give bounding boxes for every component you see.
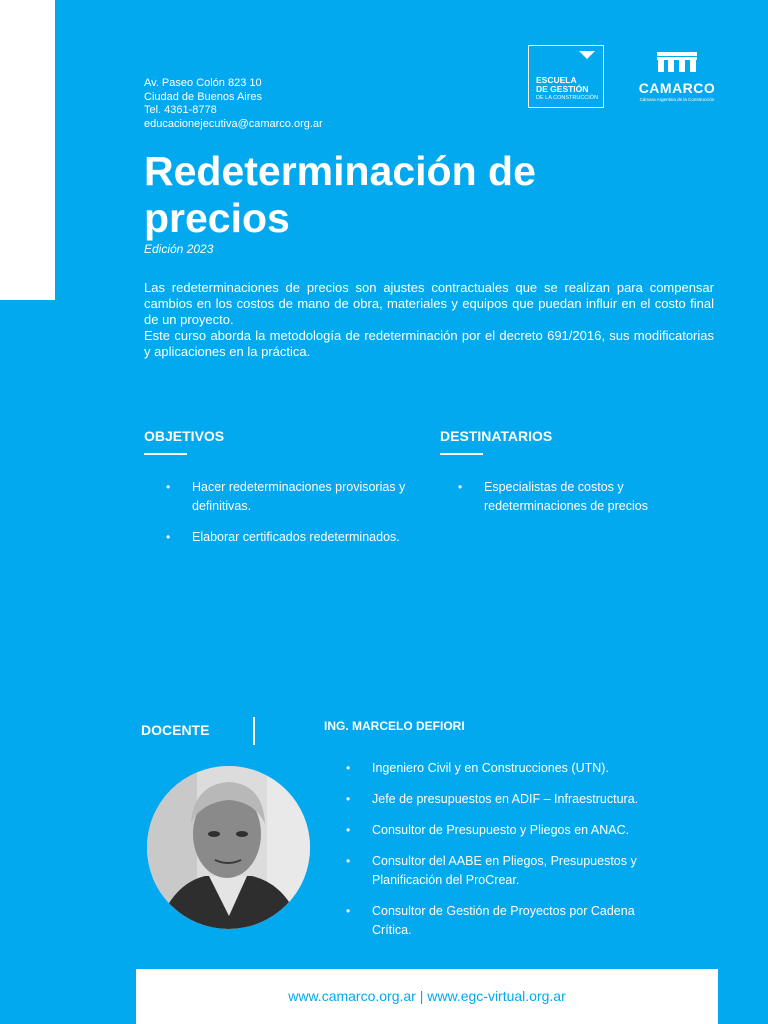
- intro-paragraph-2: Este curso aborda la metodología de redeterminación por el decreto 691/2016, sus modificatorias y aplicaciones en la práctica.: [144, 328, 714, 359]
- objetivos-underline: [144, 453, 187, 455]
- list-item: • Jefe de presupuestos en ADIF – Infraestructura.: [346, 790, 666, 809]
- intro-text: [144, 280, 714, 360]
- objetivos-list: [166, 478, 426, 559]
- escuela-logo-line1: ESCUELA: [536, 75, 577, 85]
- docente-list: [346, 759, 666, 952]
- list-item: • Elaborar certificados redeterminados.: [166, 528, 426, 547]
- contact-email[interactable]: educacionejecutiva@camarco.org.ar: [144, 117, 323, 130]
- page-title: [144, 148, 664, 242]
- camarco-logo-subtitle: Cámara Argentina de la Construcción: [639, 97, 715, 102]
- camarco-logo-name: CAMARCO: [638, 80, 716, 96]
- docente-heading: DOCENTE: [141, 722, 210, 738]
- contact-phone: Tel. 4361-8778: [144, 104, 217, 116]
- objetivos-heading: OBJETIVOS: [144, 428, 225, 444]
- escuela-logo-line2: DE GESTIÓN: [536, 84, 589, 94]
- contact-block: [144, 77, 323, 131]
- title-line2: precios: [144, 195, 290, 241]
- list-item: • Ingeniero Civil y en Construcciones (UTN).: [346, 759, 666, 778]
- destinatarios-list: [458, 478, 698, 528]
- escuela-logo: [528, 45, 604, 108]
- triangle-icon: [579, 51, 595, 59]
- edition-label: Edición 2023: [144, 242, 214, 256]
- docente-name: ING. MARCELO DEFIORI: [324, 719, 465, 733]
- docente-photo: [147, 766, 310, 929]
- left-blue-strip: [0, 300, 55, 1024]
- person-portrait-icon: [147, 766, 310, 929]
- list-item: • Hacer redeterminaciones provisorias y definitivas.: [166, 478, 426, 516]
- contact-address: Av. Paseo Colón 823 10: [144, 77, 262, 89]
- camarco-logo: [632, 52, 722, 102]
- list-item: • Especialistas de costos y redeterminaciones de precios: [458, 478, 698, 516]
- list-item: • Consultor de Presupuesto y Pliegos en ANAC.: [346, 821, 666, 840]
- escuela-logo-line3: DE LA CONSTRUCCIÓN: [536, 95, 599, 101]
- destinatarios-heading: DESTINATARIOS: [440, 428, 553, 444]
- list-item: • Consultor del AABE en Pliegos, Presupuestos y Planificación del ProCrear.: [346, 852, 666, 890]
- footer-links[interactable]: www.camarco.org.ar | www.egc-virtual.org.ar: [288, 988, 566, 1004]
- contact-city: Ciudad de Buenos Aires: [144, 90, 263, 103]
- bridge-icon: [657, 52, 697, 72]
- list-item: • Consultor de Gestión de Proyectos por Cadena Crítica.: [346, 902, 666, 940]
- intro-paragraph-1: Las redeterminaciones de precios son ajustes contractuales que se realizan para compensar cambios en los costos de mano de obra, materiales y equipos que puedan influir en el costo final de un proyecto.: [144, 280, 714, 327]
- docente-divider: [253, 717, 255, 745]
- destinatarios-underline: [440, 453, 483, 455]
- title-line1: Redeterminación de: [144, 148, 536, 194]
- footer-bar: [136, 969, 718, 1024]
